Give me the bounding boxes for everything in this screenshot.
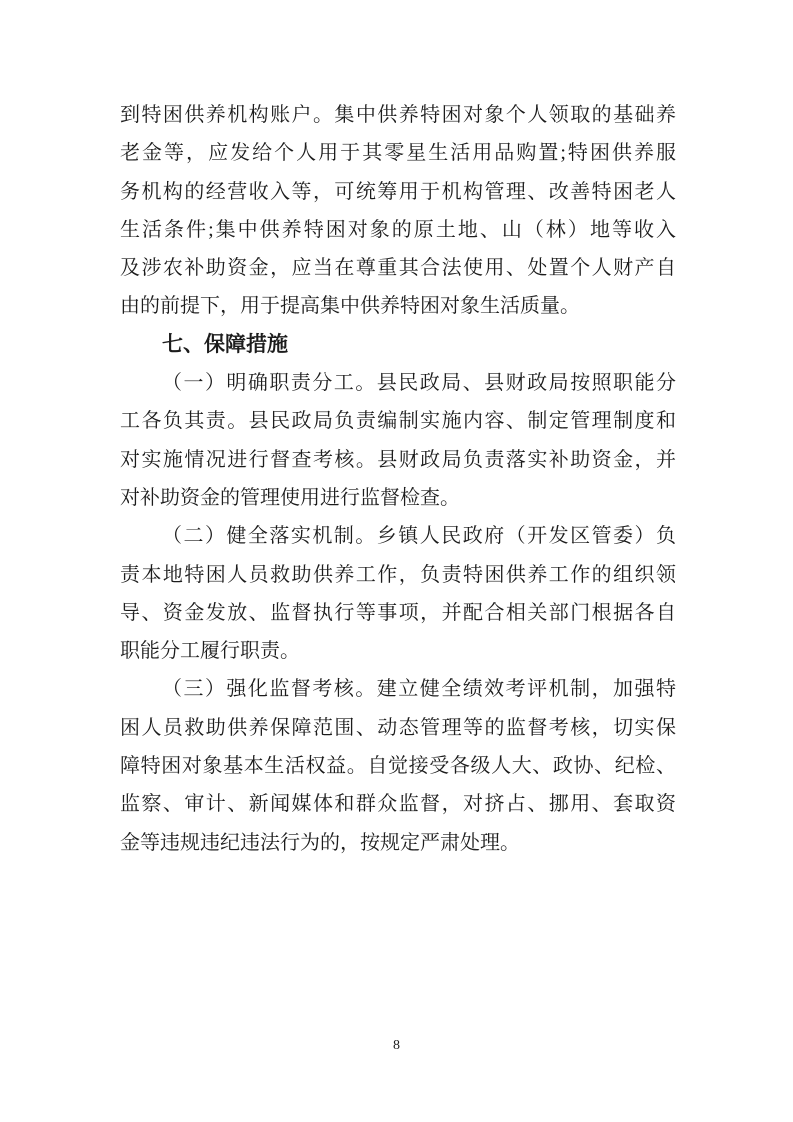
paragraph-line: 导、资金发放、监督执行等事项，并配合相关部门根据各自 (120, 601, 676, 624)
paragraph-line: 由的前提下，用于提高集中供养特困对象生活质量。 (120, 295, 580, 318)
paragraph-line: 金等违规违纪违法行为的，按规定严肃处理。 (120, 831, 520, 854)
item-three-paragraph (120, 670, 676, 861)
paragraph-line: 及涉农补助资金，应当在尊重其合法使用、处置个人财产自 (120, 257, 676, 280)
paragraph-line: 到特困供养机构账户。集中供养特困对象个人领取的基础养 (120, 104, 676, 126)
paragraph-line: （三）强化监督考核。建立健全绩效考评机制，加强特 (162, 678, 676, 701)
paragraph-line: 障特困对象基本生活权益。自觉接受各级人大、政协、纪检、 (120, 755, 676, 778)
paragraph-line: 务机构的经营收入等，可统筹用于机构管理、改善特困老人 (120, 180, 676, 203)
paragraph-line: 责本地特困人员救助供养工作，负责特困供养工作的组织领 (120, 563, 676, 586)
paragraph-line: 工各负其责。县民政局负责编制实施内容、制定管理制度和 (120, 410, 676, 433)
paragraph-line: （一）明确职责分工。县民政局、县财政局按照职能分 (162, 372, 676, 395)
paragraph-line: 老金等，应发给个人用于其零星生活用品购置;特困供养服 (120, 142, 676, 165)
page-number: 8 (393, 1038, 400, 1053)
paragraph-line: 对实施情况进行督查考核。县财政局负责落实补助资金，并 (120, 448, 676, 471)
paragraph-line: 对补助资金的管理使用进行监督检查。 (120, 486, 460, 509)
continuation-paragraph (120, 96, 676, 326)
paragraph-line: 职能分工履行职责。 (120, 640, 300, 663)
section-heading: 七、保障措施 (162, 332, 288, 356)
item-two-paragraph (120, 517, 676, 670)
paragraph-line: 生活条件;集中供养特困对象的原土地、山（林）地等收入 (120, 218, 676, 241)
paragraph-line: 监察、审计、新闻媒体和群众监督，对挤占、挪用、套取资 (120, 793, 676, 816)
paragraph-line: 困人员救助供养保障范围、动态管理等的监督考核，切实保 (120, 716, 676, 739)
item-one-paragraph (120, 364, 676, 517)
document-text-block (120, 96, 676, 862)
paragraph-line: （二）健全落实机制。乡镇人民政府（开发区管委）负 (162, 525, 676, 548)
